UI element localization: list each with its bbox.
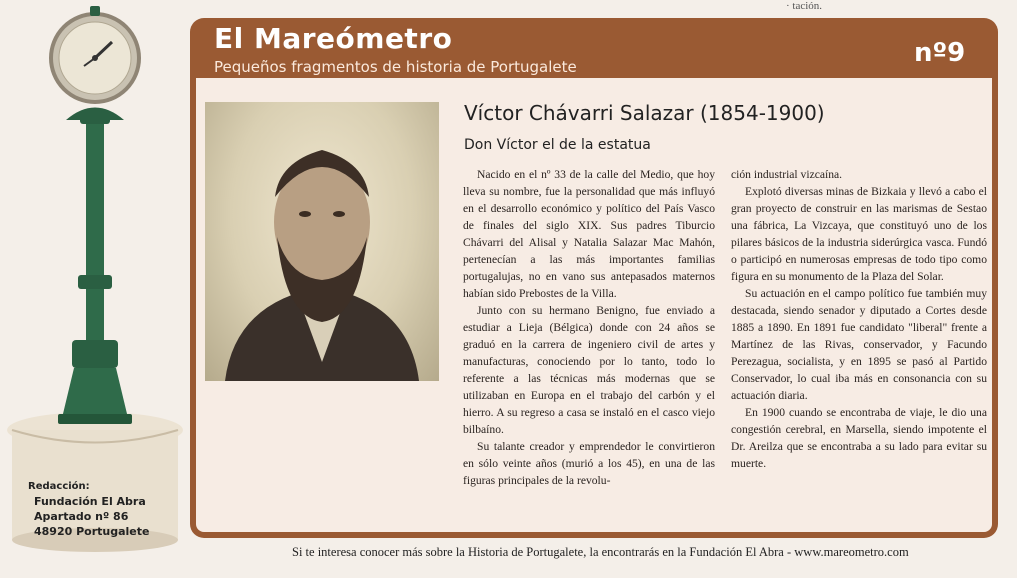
- paragraph: Explotó diversas minas de Bizkaia y llevó a cabo el gran proyecto de construir en las marismas de Sestao una fábrica, La Vizcaya, que constituyó uno de los pilares básicos de la industria siderúrgica vasca. Fundó o participó en numerosas empresas de todo tipo como figura en su monumento de la Plaza del Solar.: [731, 185, 987, 283]
- paragraph: Su actuación en el campo político fue también muy destacada, siendo senador y diputado a Cortes desde 1885 a 1890. En 1891 fue candidato "liberal" frente a Martínez de las Rivas, conservador, y Facundo Perezagua, socialista, y en 1895 se pasó al Partido Conservador, lo cual iba más en consonancia con su actuación diaria.: [731, 287, 987, 402]
- editorial-line: Apartado nº 86: [34, 510, 129, 523]
- top-fragment-text: · tación.: [786, 0, 823, 12]
- paragraph: Su talante creador y emprendedor le convirtieron en sólo veinte años (murió a los 45), en una de las figuras principales de la revolu-: [463, 440, 715, 487]
- editorial-address: [28, 478, 149, 539]
- paragraph: Junto con su hermano Benigno, fue enviado a estudiar a Lieja (Bélgica) donde con 24 años se graduó en la carrera de ingeniero civil de artes y manufacturas, conociendo por lo tanto, todo lo referente a las técnicas más modernas que se utilizaban en Europa en el trabajo del carbón y el hierro. A su regreso a casa se instaló en el casco viejo bilbaíno.: [463, 304, 715, 436]
- editorial-label: Redacción:: [28, 481, 90, 492]
- article-column-2: [731, 166, 987, 472]
- issue-number: nº9: [914, 38, 966, 68]
- editorial-line: 48920 Portugalete: [34, 525, 150, 538]
- article-column-1: [463, 166, 715, 489]
- paragraph: En 1900 cuando se encontraba de viaje, le dio una congestión cerebral, en Marsella, siendo impotente el Dr. Areilza que se encontraba a su lado para evitar su muerte.: [731, 406, 987, 470]
- portrait-photo: [205, 102, 439, 381]
- masthead-subtitle: Pequeños fragmentos de historia de Portugalete: [214, 58, 577, 76]
- editorial-line: Fundación El Abra: [34, 495, 146, 508]
- article-title: Víctor Chávarri Salazar (1854-1900): [464, 101, 825, 125]
- article-subtitle: Don Víctor el de la estatua: [464, 137, 651, 153]
- paragraph: Nacido en el nº 33 de la calle del Medio, que hoy lleva su nombre, fue la personalidad que más influyó en el desarrollo económico y político del País Vasco de finales del siglo XIX. Sus padres Tiburcio Chávarri del Alisal y Natalia Salazar Mac Mahón, pertenecían a las más importantes familias portugalujas, no en vano sus antepasados maternos habían sido Prebostes de la Villa.: [463, 168, 715, 300]
- masthead-title: El Mareómetro: [214, 22, 453, 55]
- footer-note: Si te interesa conocer más sobre la Historia de Portugalete, la encontrarás en la Fundación El Abra - www.mareometro.com: [292, 545, 909, 559]
- paragraph: ción industrial vizcaína.: [731, 168, 843, 181]
